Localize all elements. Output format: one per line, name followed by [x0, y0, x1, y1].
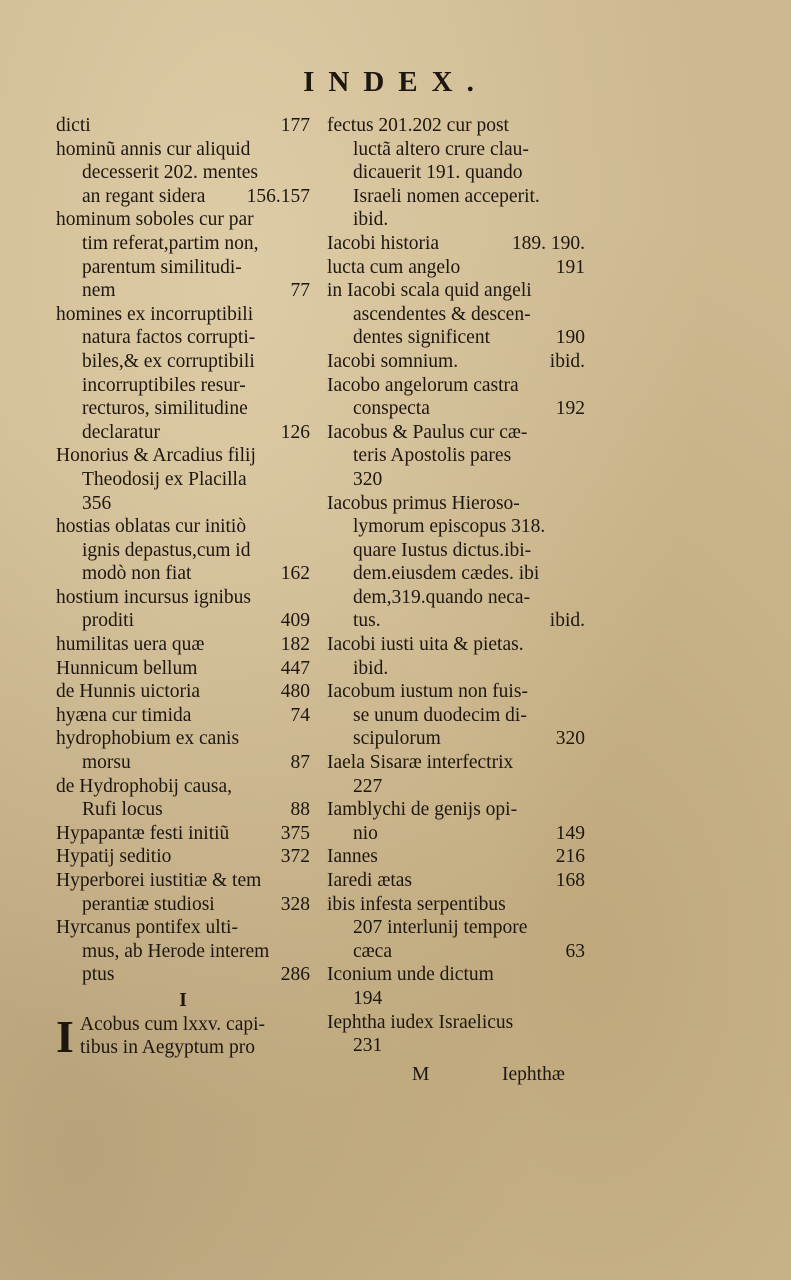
- index-entry: [327, 845, 585, 869]
- index-entry: [56, 727, 310, 774]
- entry-text: ibid.: [353, 657, 389, 679]
- page-reference: 372: [280, 846, 310, 868]
- entry-text: declaratur: [82, 421, 160, 443]
- entry-text: nem: [82, 280, 116, 302]
- index-entry-line: [56, 562, 310, 586]
- index-entry: [327, 256, 585, 280]
- index-entry-line: [56, 704, 310, 728]
- index-entry: [327, 680, 585, 751]
- entry-text: mus, ab Herode interem: [82, 940, 270, 962]
- index-entry-line: [327, 468, 585, 492]
- index-entry: [56, 444, 310, 515]
- page-reference: 480: [280, 681, 310, 703]
- index-entry-line: [56, 539, 310, 563]
- index-entry-line: [327, 350, 585, 374]
- entry-text: tus.: [353, 610, 381, 632]
- entry-text: conspecta: [353, 398, 430, 420]
- index-entry-line: [56, 161, 310, 185]
- index-entry-line: [56, 515, 310, 539]
- index-entry-line: [327, 893, 585, 917]
- index-entry: [56, 586, 310, 633]
- entry-text: Iconium unde dictum: [327, 964, 494, 986]
- index-entry-line: [56, 256, 310, 280]
- index-entry-line: [56, 657, 310, 681]
- index-entry-line: [56, 751, 310, 775]
- index-entry-line: [327, 515, 585, 539]
- entry-text: ignis depastus,cum id: [82, 539, 251, 561]
- entry-text: Iephtha iudex Israelicus: [327, 1011, 514, 1033]
- entry-text: de Hydrophobij causa,: [56, 775, 232, 797]
- index-entry: [327, 279, 585, 350]
- entry-text: hominum soboles cur par: [56, 209, 254, 231]
- index-entry-line: [56, 893, 310, 917]
- entry-text: Israeli nomen acceperit.: [353, 185, 540, 207]
- entry-text: morsu: [82, 752, 131, 774]
- index-entry-line: [56, 822, 310, 846]
- index-entry-line: [56, 303, 310, 327]
- entry-text: dicti: [56, 115, 91, 136]
- entry-text: hostias oblatas cur initiò: [56, 516, 247, 538]
- entry-text: 207 interlunij tempore: [353, 917, 528, 939]
- entry-text: decesserit 202. mentes: [82, 162, 258, 184]
- index-entry-line: [327, 704, 585, 728]
- entry-text: in Iacobi scala quid angeli: [327, 280, 532, 302]
- index-entry-line: [56, 208, 310, 232]
- page-reference: 447: [280, 657, 310, 679]
- entry-text: dicauerit 191. quando: [353, 162, 523, 184]
- index-entry: [327, 633, 585, 680]
- index-entry: [56, 680, 310, 704]
- page-reference: 286: [280, 964, 310, 986]
- index-entry: [56, 114, 310, 138]
- entry-text: de Hunnis uictoria: [56, 681, 201, 703]
- index-entry-line: [327, 303, 585, 327]
- entry-text: Iaredi ætas: [327, 870, 413, 891]
- entry-text: Iaela Sisaræ interfectrix: [327, 752, 514, 774]
- dropcap-entry: [56, 1010, 310, 1062]
- index-entry-line: [327, 114, 585, 138]
- index-entry-line: [56, 869, 310, 893]
- index-entry: [56, 633, 310, 657]
- index-entry-line: [327, 185, 585, 209]
- index-entry-line: [56, 232, 310, 256]
- index-entry-line: [56, 916, 310, 940]
- entry-text: Hypatij seditio: [56, 846, 172, 868]
- entry-text: Iamblychi de genijs opi-: [327, 799, 518, 821]
- index-entry-line: [327, 138, 585, 162]
- entry-text: an regant sidera: [82, 185, 206, 207]
- entry-text: 227: [353, 775, 383, 797]
- entry-text: lymorum episcopus 318.: [353, 516, 546, 538]
- entry-text: se unum duodecim di-: [353, 704, 527, 726]
- entry-text: ibid.: [353, 209, 389, 231]
- entry-text: proditi: [82, 610, 134, 632]
- index-entry-line: [56, 397, 310, 421]
- index-entry-line: [56, 798, 310, 822]
- index-entry-line: [327, 751, 585, 775]
- page-reference: 328: [280, 893, 310, 915]
- index-entry-line: [56, 586, 310, 610]
- entry-text: hyæna cur timida: [56, 704, 192, 726]
- index-entry-line: [327, 775, 585, 799]
- index-entry: [327, 421, 585, 492]
- entry-text: ascendentes & descen-: [353, 303, 531, 325]
- entry-text: Theodosij ex Placilla: [82, 468, 247, 490]
- index-entry-line: [56, 680, 310, 704]
- entry-text: Iacobus & Paulus cur cæ-: [327, 421, 528, 443]
- entry-text: Hypapantæ festi initiũ: [56, 822, 230, 844]
- page-reference: 182: [280, 634, 310, 656]
- page-reference: 156.157: [246, 185, 310, 207]
- index-entry-line: [56, 963, 310, 987]
- entry-text: nio: [353, 822, 378, 844]
- index-entry-line: [327, 492, 585, 516]
- entry-text: teris Apostolis pares: [353, 445, 512, 467]
- index-entry: [56, 775, 310, 822]
- index-entry-line: [327, 609, 585, 633]
- page-reference: 191: [555, 256, 585, 278]
- index-entry-line: [56, 609, 310, 633]
- entry-text: Iannes: [327, 846, 378, 868]
- entry-text: dentes significent: [353, 327, 491, 349]
- index-entry-line: [327, 397, 585, 421]
- index-entry: [327, 232, 585, 256]
- entry-text: 356: [82, 492, 112, 514]
- index-entry-line: [327, 326, 585, 350]
- index-entry: [327, 1011, 585, 1058]
- index-entry-line: [56, 727, 310, 751]
- index-entry-line: [327, 539, 585, 563]
- index-entry: [56, 303, 310, 445]
- entry-text: homines ex incorruptibili: [56, 303, 254, 325]
- page-reference: ibid.: [549, 610, 585, 632]
- index-entry: [56, 704, 310, 728]
- index-entry-line: [56, 350, 310, 374]
- page-reference: 63: [565, 940, 585, 962]
- index-entry-line: Acobus cum lxxv. capi-: [80, 1013, 266, 1035]
- index-entry-line: [327, 916, 585, 940]
- index-entry-line: [56, 492, 310, 516]
- entry-text: recturos, similitudine: [82, 398, 248, 420]
- entry-text: Hyrcanus pontifex ulti-: [56, 917, 238, 939]
- index-entry: [327, 869, 585, 893]
- index-entry: [56, 657, 310, 681]
- index-entry-line: [56, 138, 310, 162]
- index-entry-line: tibus in Aegyptum pro: [80, 1037, 255, 1059]
- index-entry: [327, 963, 585, 1010]
- entry-text: biles,& ex corruptibili: [82, 350, 255, 372]
- page-reference: 149: [555, 822, 585, 844]
- index-entry-line: [327, 1034, 585, 1058]
- index-entry-line: [56, 468, 310, 492]
- index-entry-line: [327, 1011, 585, 1035]
- dropcap-letter: I: [56, 1010, 74, 1062]
- index-entry: [56, 869, 310, 916]
- entry-text: 231: [353, 1035, 383, 1057]
- page-reference: 87: [290, 752, 310, 774]
- index-entry: [327, 751, 585, 798]
- entry-text: Iacobo angelorum castra: [327, 374, 519, 396]
- entry-text: lucta cum angelo: [327, 256, 461, 278]
- entry-text: Iacobi somnium.: [327, 350, 459, 372]
- entry-text: luctã altero crure clau-: [353, 138, 529, 160]
- entry-text: natura factos corrupti-: [82, 327, 256, 349]
- index-entry-line: [327, 798, 585, 822]
- index-entry-line: [56, 279, 310, 303]
- page-reference: 88: [290, 799, 310, 821]
- index-entry-line: [327, 208, 585, 232]
- index-entry-line: [327, 633, 585, 657]
- page-reference: 77: [290, 280, 310, 302]
- index-entry-line: [327, 256, 585, 280]
- page-reference: 409: [280, 610, 310, 632]
- index-entry: [56, 208, 310, 302]
- index-entry-line: [56, 374, 310, 398]
- page-reference: 216: [555, 846, 585, 868]
- entry-text: Rufi locus: [82, 799, 163, 821]
- index-column-left: [56, 114, 310, 1060]
- section-letter-heading: I: [179, 989, 187, 1011]
- entry-text: Honorius & Arcadius filij: [56, 445, 256, 467]
- page-reference: 375: [280, 822, 310, 844]
- index-entry-line: [56, 114, 310, 138]
- index-entry-line: [327, 279, 585, 303]
- entry-text: modò non fiat: [82, 563, 192, 585]
- entry-text: 320: [353, 468, 383, 490]
- index-entry-line: [327, 940, 585, 964]
- entry-text: dem,319.quando neca-: [353, 586, 531, 608]
- index-entry-line: [56, 185, 310, 209]
- index-entry-line: [56, 845, 310, 869]
- index-entry-line: [327, 987, 585, 1011]
- index-entry-line: [327, 657, 585, 681]
- signature-mark: M: [412, 1064, 430, 1085]
- index-entry-line: [327, 374, 585, 398]
- entry-text: tim referat,partim non,: [82, 232, 259, 254]
- entry-text: perantiæ studiosi: [82, 893, 215, 915]
- index-entry-line: [327, 680, 585, 704]
- entry-text: Iacobi iusti uita & pietas.: [327, 634, 524, 656]
- index-entry-line: [327, 421, 585, 445]
- entry-text: cæca: [353, 940, 392, 962]
- page-reference: 192: [555, 398, 585, 420]
- entry-text: Hyperborei iustitiæ & tem: [56, 870, 262, 891]
- index-entry-line: [327, 586, 585, 610]
- page-reference: 190: [555, 327, 585, 349]
- index-entry: [56, 138, 310, 209]
- index-entry: [327, 492, 585, 634]
- index-entry: [327, 893, 585, 964]
- entry-text: fectus 201.202 cur post: [327, 115, 509, 136]
- entry-text: ibis infesta serpentibus: [327, 893, 506, 915]
- entry-text: Iacobi historia: [327, 232, 440, 254]
- index-entry: [56, 916, 310, 987]
- running-head: INDEX.: [303, 66, 488, 98]
- page-reference: ibid.: [549, 350, 585, 372]
- index-entry: [56, 822, 310, 846]
- entry-text: hydrophobium ex canis: [56, 728, 240, 750]
- entry-text: parentum similitudi-: [82, 256, 242, 278]
- index-entry-line: [56, 421, 310, 445]
- entry-text: incorruptibiles resur-: [82, 374, 246, 396]
- entry-text: dem.eiusdem cædes. ibi: [353, 563, 540, 585]
- entry-text: 194: [353, 987, 383, 1009]
- page-reference: 126: [280, 421, 310, 443]
- index-entry-line: [327, 562, 585, 586]
- entry-text: humilitas uera quæ: [56, 634, 205, 656]
- index-entry-line: [327, 232, 585, 256]
- entry-text: Iacobum iustum non fuis-: [327, 681, 528, 703]
- index-entry: [327, 350, 585, 374]
- page-reference: 74: [290, 704, 310, 726]
- index-entry-line: [327, 161, 585, 185]
- index-entry-line: [327, 727, 585, 751]
- page-reference: 177: [280, 115, 310, 136]
- index-entry-line: [56, 633, 310, 657]
- entry-text: Hunnicum bellum: [56, 657, 198, 679]
- index-entry-line: [56, 326, 310, 350]
- page-reference: 189. 190.: [511, 232, 585, 254]
- index-entry-line: [56, 940, 310, 964]
- index-entry: [327, 798, 585, 845]
- entry-text: scipulorum: [353, 728, 441, 750]
- page-reference: 320: [555, 728, 585, 750]
- index-entry-line: [327, 869, 585, 893]
- entry-text: hominũ annis cur aliquid: [56, 138, 251, 160]
- index-entry-line: [327, 444, 585, 468]
- index-entry-line: [327, 822, 585, 846]
- index-entry: [56, 845, 310, 869]
- entry-text: Iacobus primus Hieroso-: [327, 492, 520, 514]
- page-reference: 168: [555, 870, 585, 891]
- entry-text: quare Iustus dictus.ibi-: [353, 539, 532, 561]
- index-entry: [327, 374, 585, 421]
- index-entry-line: [327, 963, 585, 987]
- page-reference: 162: [280, 563, 310, 585]
- catchword: Iephthæ: [502, 1064, 565, 1085]
- entry-text: hostium incursus ignibus: [56, 586, 252, 608]
- index-entry-line: [56, 775, 310, 799]
- index-column-right: [327, 114, 585, 1058]
- index-entry: [327, 114, 585, 232]
- index-entry: [56, 515, 310, 586]
- index-entry-line: [327, 845, 585, 869]
- index-entry-line: [56, 444, 310, 468]
- entry-text: ptus: [82, 964, 115, 986]
